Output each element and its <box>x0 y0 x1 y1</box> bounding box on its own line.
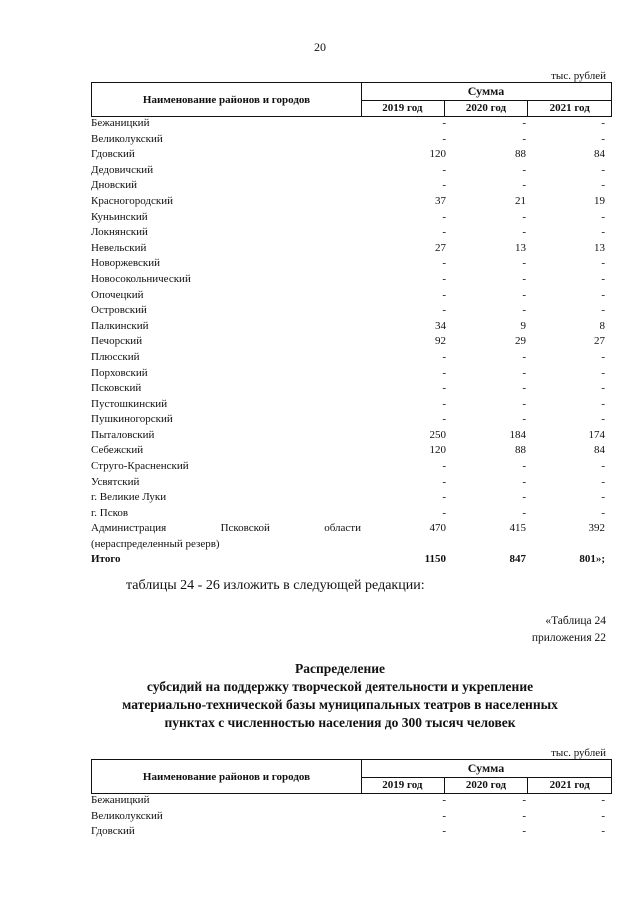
value-2021: 13 <box>594 241 605 254</box>
region-name: Печорский <box>91 335 143 348</box>
region-name: Порховский <box>91 366 148 379</box>
table-reference <box>532 613 606 647</box>
table-row <box>91 241 612 257</box>
value-2021: 19 <box>594 194 605 207</box>
header-years <box>361 777 611 794</box>
region-name: Псковский <box>91 382 142 395</box>
value-2020: - <box>522 350 526 363</box>
value-2020: 88 <box>515 148 526 161</box>
value-2019: - <box>442 304 446 317</box>
value-2019: - <box>442 210 446 223</box>
value-2020: - <box>522 825 526 838</box>
value-2019: - <box>442 475 446 488</box>
header-sum: Сумма <box>361 760 611 778</box>
value-2021: - <box>601 257 605 270</box>
header-sum: Сумма <box>361 83 611 101</box>
value-2021: - <box>601 794 605 806</box>
value-2019: - <box>442 413 446 426</box>
region-name: Себежский <box>91 444 144 457</box>
value-2021: - <box>601 491 605 504</box>
value-2019: - <box>442 794 446 806</box>
table-row <box>91 506 612 522</box>
region-name: г. Великие Луки <box>91 491 167 504</box>
title-line: субсидий на поддержку творческой деятельности и укрепление <box>146 679 534 694</box>
value-2020: - <box>522 304 526 317</box>
value-2019: - <box>442 226 446 239</box>
region-name: Пыталовский <box>91 428 155 441</box>
table-row <box>91 288 612 304</box>
table2-body <box>91 793 612 840</box>
value-2019: - <box>442 506 446 519</box>
table-row <box>91 147 612 163</box>
table-row <box>91 178 612 194</box>
table-row <box>91 194 612 210</box>
title-line: материально-технической базы муниципальных театров в населенных <box>122 697 558 712</box>
value-2020: 184 <box>509 428 526 441</box>
table-row <box>91 334 612 350</box>
region-name: Великолукский <box>91 132 163 145</box>
value-2020: - <box>522 163 526 176</box>
value-2021: 84 <box>594 444 605 457</box>
value-2020: 9 <box>520 319 526 332</box>
value-2019: - <box>442 350 446 363</box>
value-2019: - <box>442 132 446 145</box>
value-2019: - <box>442 272 446 285</box>
value-2021: - <box>601 809 605 822</box>
table-ref-line: «Таблица 24 <box>545 615 606 627</box>
region-name: г. Псков <box>91 506 129 519</box>
value-2019: 1150 <box>424 553 446 566</box>
value-2021: - <box>601 179 605 192</box>
value-2020: - <box>522 210 526 223</box>
region-name: Островский <box>91 304 147 317</box>
region-name: Пустошкинский <box>91 397 168 410</box>
header-year: 2020 год <box>444 100 528 117</box>
header-year: 2021 год <box>527 100 611 117</box>
unit-label: тыс. рублей <box>551 747 606 759</box>
table-ref-line: приложения 22 <box>531 632 606 644</box>
region-name: Палкинский <box>91 319 149 332</box>
value-2019: - <box>442 288 446 301</box>
total-row <box>91 552 612 568</box>
value-2020: - <box>522 491 526 504</box>
value-2021: - <box>601 210 605 223</box>
value-2020: 29 <box>515 335 526 348</box>
value-2021: 84 <box>594 148 605 161</box>
table-row <box>91 303 612 319</box>
value-2020: - <box>522 413 526 426</box>
value-2021: - <box>601 226 605 239</box>
value-2021: 8 <box>599 319 605 332</box>
region-name: Красногородский <box>91 194 174 207</box>
region-name: Дедовичский <box>91 163 154 176</box>
page-number: 20 <box>314 40 326 54</box>
table-row <box>91 397 612 413</box>
region-name: Усвятский <box>91 475 140 488</box>
region-name: Локнянский <box>91 226 148 239</box>
region-name: Невельский <box>91 241 147 254</box>
title-line: Распределение <box>294 661 386 676</box>
admin-name-line2: (нераспределенный резерв) <box>91 537 220 550</box>
table-row <box>91 319 612 335</box>
value-2021: - <box>601 825 605 838</box>
value-2020: - <box>522 397 526 410</box>
value-2020: 21 <box>515 194 526 207</box>
region-name: Куньинский <box>91 210 148 223</box>
region-name: Бежаницкий <box>91 794 150 806</box>
value-2019: - <box>442 460 446 473</box>
value-2020: - <box>522 382 526 395</box>
value-2021: - <box>601 132 605 145</box>
table-row <box>91 428 612 444</box>
table1-footer <box>91 521 612 568</box>
table-row <box>91 225 612 241</box>
value-2020: - <box>522 179 526 192</box>
value-2021: - <box>601 397 605 410</box>
header-year: 2019 год <box>382 101 423 114</box>
value-2021: - <box>601 272 605 285</box>
value-2019: - <box>442 809 446 822</box>
header-years <box>361 100 611 117</box>
value-2019: 37 <box>435 194 446 207</box>
value-2020: - <box>522 257 526 270</box>
value-2021: - <box>601 288 605 301</box>
header-year: 2020 год <box>444 777 528 794</box>
value-2020: - <box>522 272 526 285</box>
table1-body <box>91 116 612 521</box>
unit-label: тыс. рублей <box>551 70 606 82</box>
value-2020: 13 <box>515 241 526 254</box>
admin-word: области <box>324 522 361 534</box>
value-2020: - <box>522 506 526 519</box>
table-row <box>91 537 612 553</box>
value-2021: 27 <box>594 335 605 348</box>
value-2019: 120 <box>429 444 446 457</box>
table-row <box>91 350 612 366</box>
value-2021: - <box>601 366 605 379</box>
value-2021: - <box>601 475 605 488</box>
value-2020: 88 <box>515 444 526 457</box>
table-row <box>91 163 612 179</box>
admin-word: Псковской <box>220 522 270 534</box>
value-2019: - <box>442 491 446 504</box>
value-2019: 34 <box>435 319 446 332</box>
region-name: Струго-Красненский <box>91 460 189 473</box>
table-row <box>91 443 612 459</box>
value-2019: - <box>442 257 446 270</box>
region-name: Плюсский <box>91 350 140 363</box>
table-row <box>91 116 612 132</box>
table-row <box>91 459 612 475</box>
value-2021: - <box>601 350 605 363</box>
value-2019: - <box>442 382 446 395</box>
region-name: Пушкиногорский <box>91 413 173 426</box>
value-2021: - <box>601 506 605 519</box>
table-row <box>91 272 612 288</box>
value-2021: 392 <box>588 522 605 534</box>
value-2019: 120 <box>429 148 446 161</box>
value-2019: - <box>442 117 446 129</box>
region-name: Гдовский <box>91 148 135 161</box>
value-2020: - <box>522 132 526 145</box>
table-row <box>91 824 612 840</box>
table1-header <box>91 82 612 117</box>
value-2021: - <box>601 163 605 176</box>
table-row <box>91 521 612 537</box>
value-2020: - <box>522 366 526 379</box>
value-2021: - <box>601 117 605 129</box>
header-names: Наименование районов и городов <box>92 83 362 116</box>
section-title <box>60 660 620 732</box>
table2-header <box>91 759 612 794</box>
table-row <box>91 256 612 272</box>
region-name: Гдовский <box>91 825 135 838</box>
value-2019: 27 <box>435 241 446 254</box>
value-2019: - <box>442 397 446 410</box>
header-year: 2021 год <box>527 777 611 794</box>
value-2021: - <box>601 460 605 473</box>
table-row <box>91 809 612 825</box>
value-2021: 174 <box>588 428 605 441</box>
value-2020: 415 <box>509 522 526 534</box>
value-2020: - <box>522 117 526 129</box>
region-name: Дновский <box>91 179 138 192</box>
value-2019: - <box>442 163 446 176</box>
table-row <box>91 132 612 148</box>
table-row <box>91 793 612 809</box>
value-2021: - <box>601 304 605 317</box>
value-2020: - <box>522 809 526 822</box>
table-row <box>91 490 612 506</box>
value-2020: - <box>522 288 526 301</box>
title-line: пунктах с численностью населения до 300 тысяч человек <box>164 715 516 730</box>
region-name: Новоржевский <box>91 257 161 270</box>
value-2020: - <box>522 794 526 806</box>
region-name: Новосокольнический <box>91 272 191 285</box>
table-row <box>91 412 612 428</box>
value-2020: - <box>522 460 526 473</box>
admin-name <box>91 521 361 537</box>
value-2020: - <box>522 226 526 239</box>
value-2019: - <box>442 366 446 379</box>
header-names: Наименование районов и городов <box>92 760 362 793</box>
admin-word: Администрация <box>91 522 167 534</box>
table-row <box>91 381 612 397</box>
region-name: Великолукский <box>91 809 163 822</box>
value-2020: 847 <box>509 553 526 566</box>
value-2021: - <box>601 382 605 395</box>
region-name: Опочецкий <box>91 288 144 301</box>
value-2020: - <box>522 475 526 488</box>
value-2019: - <box>442 179 446 192</box>
value-2019: - <box>442 825 446 838</box>
value-2021: 801»; <box>579 553 605 566</box>
region-name: Бежаницкий <box>91 117 150 129</box>
value-2019: 92 <box>435 335 446 348</box>
total-label: Итого <box>91 553 121 566</box>
value-2019: 250 <box>429 428 446 441</box>
value-2021: - <box>601 413 605 426</box>
instruction-text: таблицы 24 - 26 изложить в следующей редакции: <box>126 578 425 593</box>
table-row <box>91 210 612 226</box>
header-year: 2019 год <box>382 778 423 791</box>
value-2019: 470 <box>429 522 446 534</box>
table-row <box>91 475 612 491</box>
table-row <box>91 366 612 382</box>
